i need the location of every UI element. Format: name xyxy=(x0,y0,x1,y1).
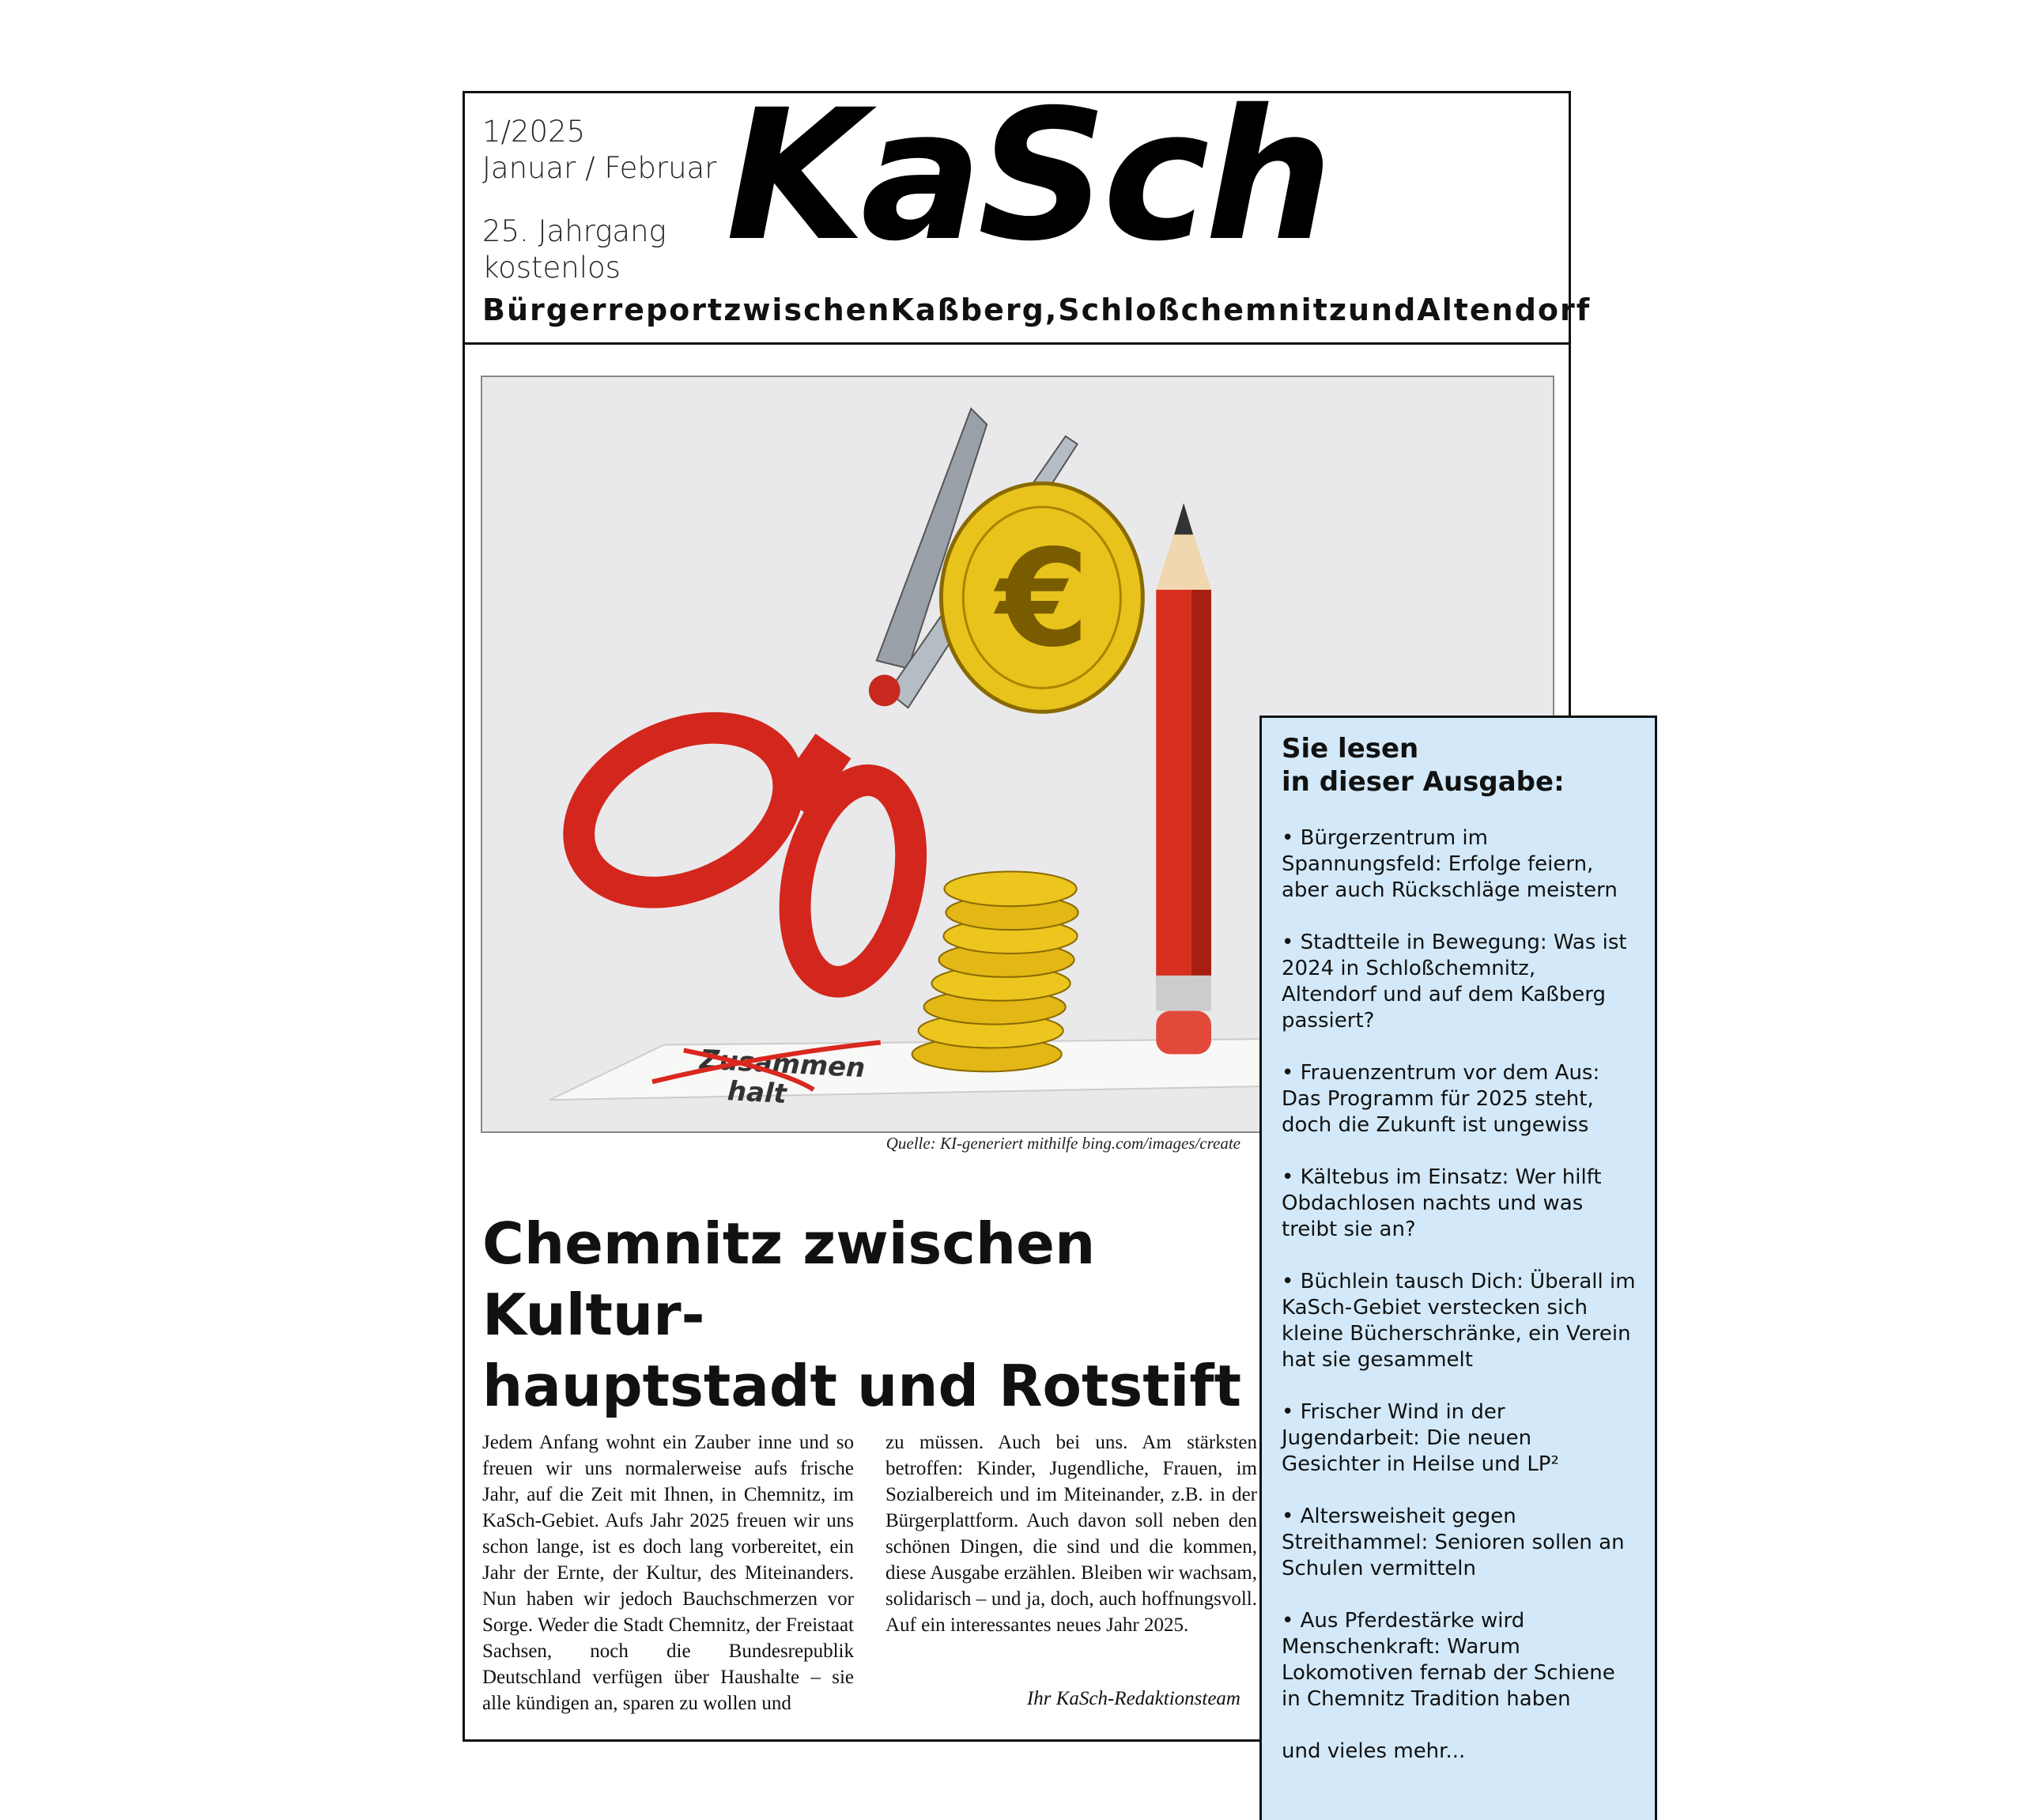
contents-item: • Frauenzentrum vor dem Aus: Das Programm für 2025 steht, doch die Zukunft ist ungewiss xyxy=(1282,1061,1600,1137)
subtitle-word: zwischen xyxy=(723,293,891,327)
contents-item: • Frischer Wind in der Jugendarbeit: Die neuen Gesichter in Heilse und LP² xyxy=(1282,1400,1559,1476)
paper-text-top: Zusammen xyxy=(699,1044,867,1084)
price: kostenlos xyxy=(482,251,621,285)
issue-months: Januar / Februar xyxy=(482,151,717,185)
masthead-subtitle xyxy=(482,293,1592,327)
volume-info xyxy=(482,213,666,286)
contents-item: • Bürgerzentrum im Spannungsfeld: Erfolge feiern, aber auch Rückschläge meistern xyxy=(1282,826,1618,902)
red-pencil xyxy=(1156,503,1211,1054)
sidebar-title xyxy=(1282,732,1636,799)
article-body xyxy=(482,1429,1257,1716)
issue-number: 1/2025 xyxy=(482,115,586,149)
euro-symbol: € xyxy=(996,520,1089,677)
image-credit: Quelle: KI-generiert mithilfe bing.com/images/create xyxy=(886,1134,1240,1153)
article-column-left: Jedem Anfang wohnt ein Zauber inne und so freuen wir uns normalerweise aufs frische Jahr, auf die Zeit mit Ihnen, in Chemnitz, im KaSch-Gebiet. Aufs Jahr 2025 freuen wir uns schon lange, ist es doch lang vorbereitet, ein Jahr der Ernte, der Kultur, des Miteinanders. Nun haben wir jedoch Bauchschmerzen vor Sorge. Weder die Stadt Chemnitz, der Freistaat Sachsen, noch die Bundesrepublik Deutschland verfügen über Haushalte – sie alle kündigen an, sparen zu wollen und xyxy=(482,1432,854,1714)
volume: 25. Jahrgang xyxy=(482,214,666,248)
contents-sidebar xyxy=(1259,716,1657,1820)
contents-item: • Stadtteile in Bewegung: Was ist 2024 in Schloßchemnitz, Altendorf und auf dem Kaßberg passiert? xyxy=(1282,931,1627,1033)
headline-line: hauptstadt und Rotstift xyxy=(482,1353,1242,1419)
paper-text-bottom: halt xyxy=(727,1075,787,1110)
scissors-handle-left xyxy=(552,696,815,924)
newspaper-logo: KaSch xyxy=(726,70,1329,281)
scissors-pivot xyxy=(869,674,901,706)
contents-item: • Altersweisheit gegen Streithammel: Senioren sollen an Schulen vermitteln xyxy=(1282,1505,1625,1580)
issue-info xyxy=(482,114,716,187)
sidebar-title-line: in dieser Ausgabe: xyxy=(1282,766,1565,798)
subtitle-word: Altendorf xyxy=(1417,293,1592,327)
contents-item: • Aus Pferdestärke wird Menschenkraft: Warum Lokomotiven fernab der Schiene in Chemnitz Tradition haben xyxy=(1282,1609,1615,1711)
sidebar-title-line: Sie lesen xyxy=(1282,733,1419,765)
contents-more: und vieles mehr... xyxy=(1282,1739,1466,1763)
masthead xyxy=(465,70,1592,345)
article-signoff: Ihr KaSch-Redaktionsteam xyxy=(1026,1688,1240,1709)
article-column-right: zu müssen. Auch bei uns. Am stärksten betroffen: Kinder, Jugendliche, Frauen, im Sozialbereich und im Miteinander, z.B. in der Bürgerplattform. Auch davon soll neben den schönen Dingen, die sind und die kommen, diese Ausgabe erzählen. Bleiben wir wachsam, solidarisch – und ja, doch, auch hoffnungsvoll. Auf ein interessantes neues Jahr 2025. xyxy=(886,1432,1257,1636)
headline-line: Chemnitz zwischen Kultur- xyxy=(482,1210,1096,1348)
subtitle-word: Schloßchemnitz xyxy=(1058,293,1348,327)
subtitle-word: Kaßberg, xyxy=(890,293,1059,327)
subtitle-word: Bürgerreport xyxy=(482,293,724,327)
contents-item: • Kältebus im Einsatz: Wer hilft Obdachlosen nachts und was treibt sie an? xyxy=(1282,1165,1602,1241)
article-headline xyxy=(482,1208,1257,1422)
contents-item: • Büchlein tausch Dich: Überall im KaSch-Gebiet verstecken sich kleine Bücherschränke, ein Verein hat sie gesammelt xyxy=(1282,1270,1636,1372)
subtitle-word: und xyxy=(1347,293,1418,327)
